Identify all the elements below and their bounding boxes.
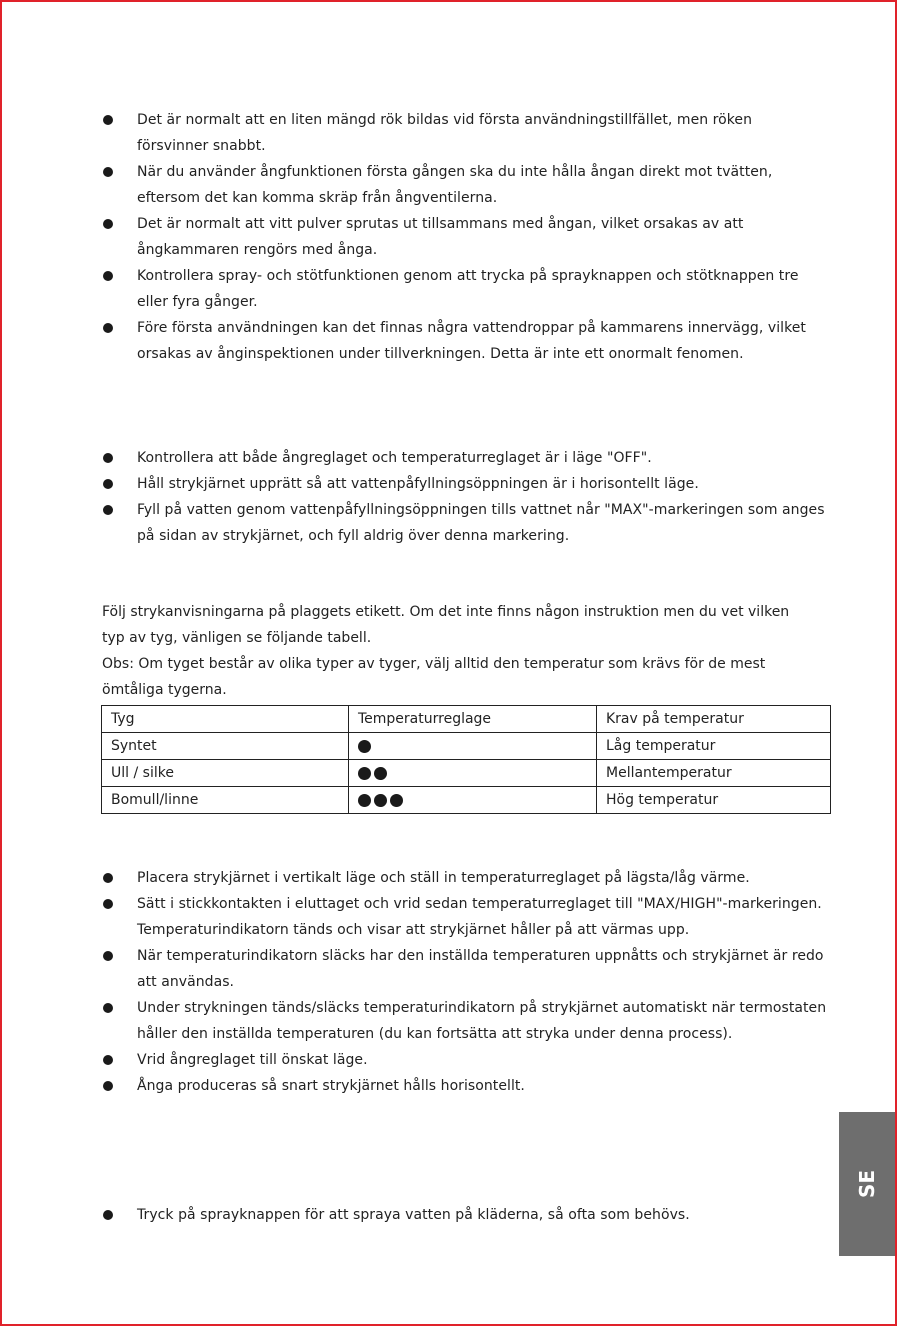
list-item-text: Håll strykjärnet upprätt så att vattenpåfyllningsöppningen är i horisontellt läge. [137, 476, 699, 492]
ironing-list [0, 865, 897, 1099]
dial-dots-icon [358, 794, 403, 807]
dots-cell [349, 733, 597, 760]
header-fabric: Tyg [102, 706, 349, 733]
dial-dots-icon [358, 740, 371, 753]
language-tab [839, 1112, 895, 1256]
list-item-text: Tryck på sprayknappen för att spraya vatten på kläderna, så ofta som behövs. [137, 1207, 690, 1223]
requirement-cell: Hög temperatur [597, 787, 831, 814]
list-item [0, 1073, 897, 1099]
header-requirement: Krav på temperatur [597, 706, 831, 733]
bullet-icon [103, 453, 113, 463]
list-item-text: Vrid ångreglaget till önskat läge. [137, 1052, 368, 1068]
bullet-icon [103, 115, 113, 125]
ironing-steps [0, 865, 897, 1099]
bullet-icon [103, 167, 113, 177]
temperature-guide [0, 599, 897, 703]
list-item [0, 107, 897, 159]
dot-icon [374, 794, 387, 807]
list-item [0, 995, 897, 1047]
dot-icon [358, 794, 371, 807]
list-item-text: Före första användningen kan det finnas några vattendroppar på kammarens innervägg, vilket orsakas av ånginspektionen under tillverkningen. Detta är inte ett onormalt fenomen. [137, 320, 806, 362]
note-paragraph: Obs: Om tyget består av olika typer av tyger, välj alltid den temperatur som krävs för de mest ömtåliga tygerna. [102, 656, 766, 698]
bullet-icon [103, 951, 113, 961]
list-item [0, 159, 897, 211]
spray-notes [0, 1202, 897, 1228]
filling-water-notes [0, 445, 897, 549]
dot-icon [390, 794, 403, 807]
requirement-cell: Låg temperatur [597, 733, 831, 760]
table-row [102, 760, 831, 787]
list-item-text: När du använder ångfunktionen första gången ska du inte hålla ångan direkt mot tvätten, eftersom det kan komma skräp från ångventilerna. [137, 164, 773, 206]
list-item [0, 1047, 897, 1073]
bullet-icon [103, 1003, 113, 1013]
intro-paragraph: Följ strykanvisningarna på plaggets etikett. Om det inte finns någon instruktion men du vet vilken typ av tyg, vänligen se följande tabell. [102, 604, 790, 646]
list-item [0, 1202, 897, 1228]
bullet-icon [103, 323, 113, 333]
list-item [0, 471, 897, 497]
list-item [0, 497, 897, 549]
filling-water-list [0, 445, 897, 549]
list-item-text: Det är normalt att vitt pulver sprutas ut tillsammans med ångan, vilket orsakas av att ångkammaren rengörs med ånga. [137, 216, 744, 258]
list-item [0, 315, 897, 367]
spray-list [0, 1202, 897, 1228]
list-item-text: Det är normalt att en liten mängd rök bildas vid första användningstillfället, men röken försvinner snabbt. [137, 112, 753, 154]
bullet-icon [103, 271, 113, 281]
table-row [102, 733, 831, 760]
dial-dots-icon [358, 767, 387, 780]
list-item [0, 445, 897, 471]
bullet-icon [103, 1055, 113, 1065]
bullet-icon [103, 1081, 113, 1091]
dots-cell [349, 760, 597, 787]
requirement-cell: Mellantemperatur [597, 760, 831, 787]
temperature-table [101, 705, 831, 814]
first-use-list [0, 107, 897, 367]
bullet-icon [103, 219, 113, 229]
bullet-icon [103, 1210, 113, 1220]
list-item-text: När temperaturindikatorn släcks har den inställda temperaturen uppnåtts och strykjärnet är redo att användas. [137, 948, 824, 990]
list-item [0, 891, 897, 943]
bullet-icon [103, 873, 113, 883]
table-row [102, 787, 831, 814]
list-item-text: Fyll på vatten genom vattenpåfyllningsöppningen tills vattnet når "MAX"-markeringen som anges på sidan av strykjärnet, och fyll aldrig över denna markering. [137, 502, 825, 544]
first-use-notes [0, 107, 897, 367]
list-item-text: Kontrollera att både ångreglaget och temperaturreglaget är i läge "OFF". [137, 450, 652, 466]
fabric-cell: Syntet [102, 733, 349, 760]
bullet-icon [103, 479, 113, 489]
dot-icon [358, 740, 371, 753]
list-item-text: Ånga produceras så snart strykjärnet hålls horisontellt. [137, 1078, 525, 1094]
list-item [0, 211, 897, 263]
dots-cell [349, 787, 597, 814]
list-item [0, 263, 897, 315]
fabric-cell: Ull / silke [102, 760, 349, 787]
list-item-text: Kontrollera spray- och stötfunktionen genom att trycka på sprayknappen och stötknappen tre eller fyra gånger. [137, 268, 799, 310]
list-item-text: Sätt i stickkontakten i eluttaget och vrid sedan temperaturreglaget till "MAX/HIGH"-markeringen. Temperaturindikatorn tänds och visar att strykjärnet håller på att värmas upp. [137, 896, 822, 938]
list-item-text: Placera strykjärnet i vertikalt läge och ställ in temperaturreglaget på lägsta/låg värme. [137, 870, 750, 886]
header-control: Temperaturreglage [349, 706, 597, 733]
dot-icon [358, 767, 371, 780]
list-item [0, 865, 897, 891]
bullet-icon [103, 899, 113, 909]
bullet-icon [103, 505, 113, 515]
language-tab-label: SE [854, 1169, 879, 1199]
list-item [0, 943, 897, 995]
fabric-cell: Bomull/linne [102, 787, 349, 814]
table-header-row [102, 706, 831, 733]
dot-icon [374, 767, 387, 780]
list-item-text: Under strykningen tänds/släcks temperaturindikatorn på strykjärnet automatiskt när termostaten håller den inställda temperaturen (du kan fortsätta att stryka under denna process). [137, 1000, 827, 1042]
